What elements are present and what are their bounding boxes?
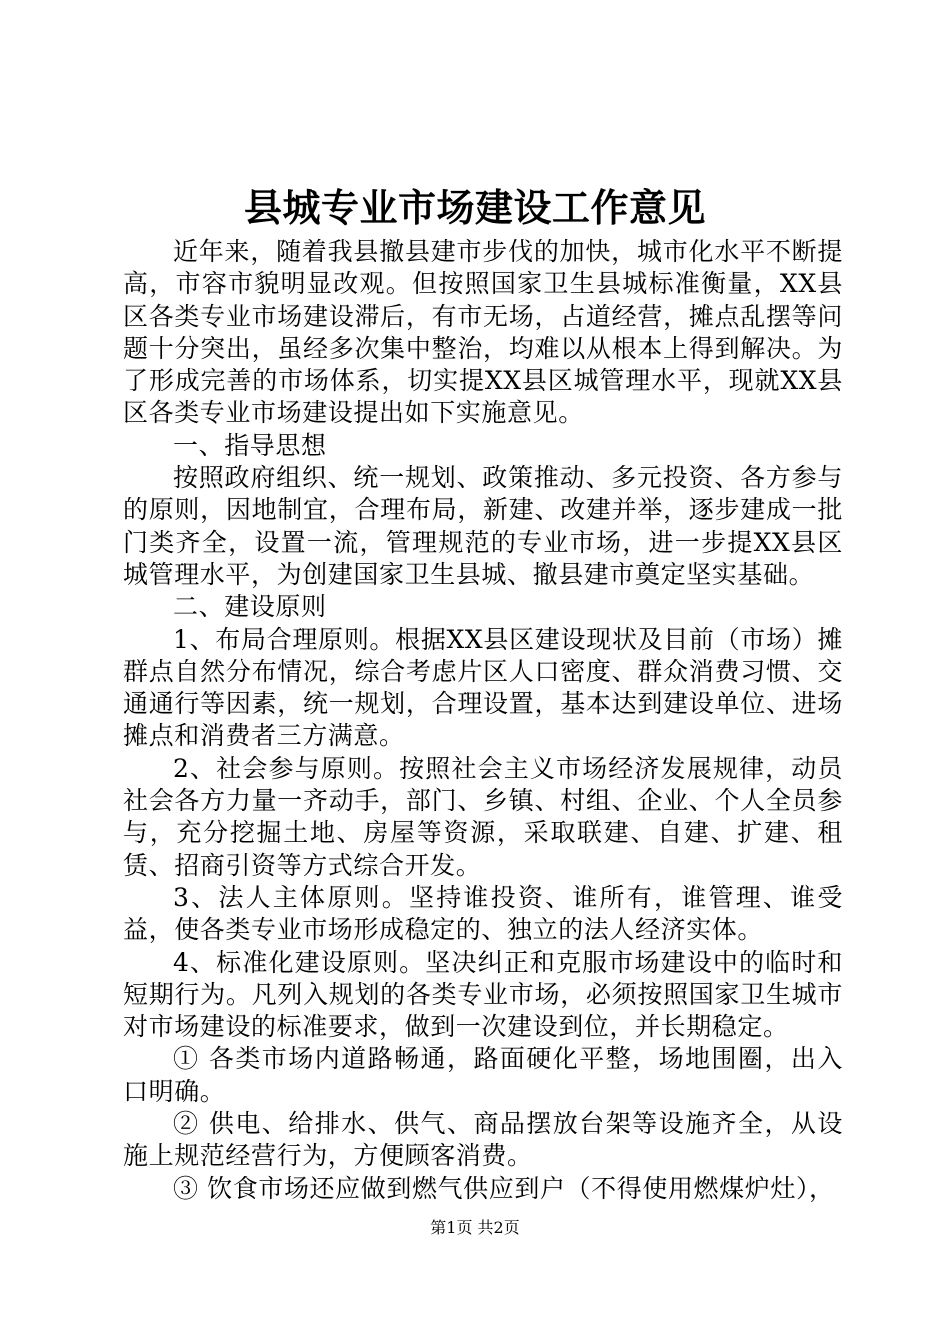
paragraph-principle-1: 1、布局合理原则。根据XX县区建设现状及目前（市场）摊群点自然分布情况，综合考虑片区人口密度、群众消费习惯、交通通行等因素，统一规划，合理设置，基本达到建设单位、进场摊点和消费者三方满意。 bbox=[123, 624, 843, 751]
paragraph-principle-4: 4、标准化建设原则。坚决纠正和克服市场建设中的临时和短期行为。凡列入规划的各类专业市场，必须按照国家卫生城市对市场建设的标准要求，做到一次建设到位，并长期稳定。 bbox=[123, 947, 843, 1042]
heading-construction-principles: 二、建设原则 bbox=[173, 592, 327, 622]
paragraph-principle-2: 2、社会参与原则。按照社会主义市场经济发展规律，动员社会各方力量一齐动手，部门、乡镇、村组、企业、个人全员参与，充分挖掘土地、房屋等资源，采取联建、自建、扩建、租赁、招商引资等方式综合开发。 bbox=[123, 753, 843, 880]
list-item-1: ① 各类市场内道路畅通，路面硬化平整，场地围圈，出入口明确。 bbox=[123, 1044, 843, 1106]
document-body bbox=[123, 236, 843, 1205]
paragraph-intro: 近年来，随着我县撤县建市步伐的加快，城市化水平不断提高，市容市貌明显改观。但按照国家卫生县城标准衡量，XX县区各类专业市场建设滞后，有市无场，占道经营，摊点乱摆等问题十分突出，虽经多次集中整治，均难以从根本上得到解决。为了形成完善的市场体系，切实提XX县区城管理水平，现就XX县区各类专业市场建设提出如下实施意见。 bbox=[123, 237, 843, 428]
list-item-3: ③ 饮食市场还应做到燃气供应到户（不得使用燃煤炉灶）， bbox=[173, 1173, 835, 1203]
paragraph-principle-3: 3、法人主体原则。坚持谁投资、谁所有，谁管理、谁受益，使各类专业市场形成稳定的、独立的法人经济实体。 bbox=[123, 882, 843, 945]
document-title: 县城专业市场建设工作意见 bbox=[243, 185, 706, 230]
page-number-footer: 第1页 共2页 bbox=[430, 1218, 520, 1237]
heading-guiding-ideology: 一、指导思想 bbox=[173, 430, 327, 460]
paragraph-guiding-ideology: 按照政府组织、统一规划、政策推动、多元投资、各方参与的原则，因地制宜，合理布局，新建、改建并举，逐步建成一批门类齐全，设置一流，管理规范的专业市场，进一步提XX县区城管理水平，为创建国家卫生县城、撤县建市奠定坚实基础。 bbox=[123, 463, 843, 589]
list-item-2: ② 供电、给排水、供气、商品摆放台架等设施齐全，从设施上规范经营行为，方便顾客消费。 bbox=[123, 1109, 843, 1171]
